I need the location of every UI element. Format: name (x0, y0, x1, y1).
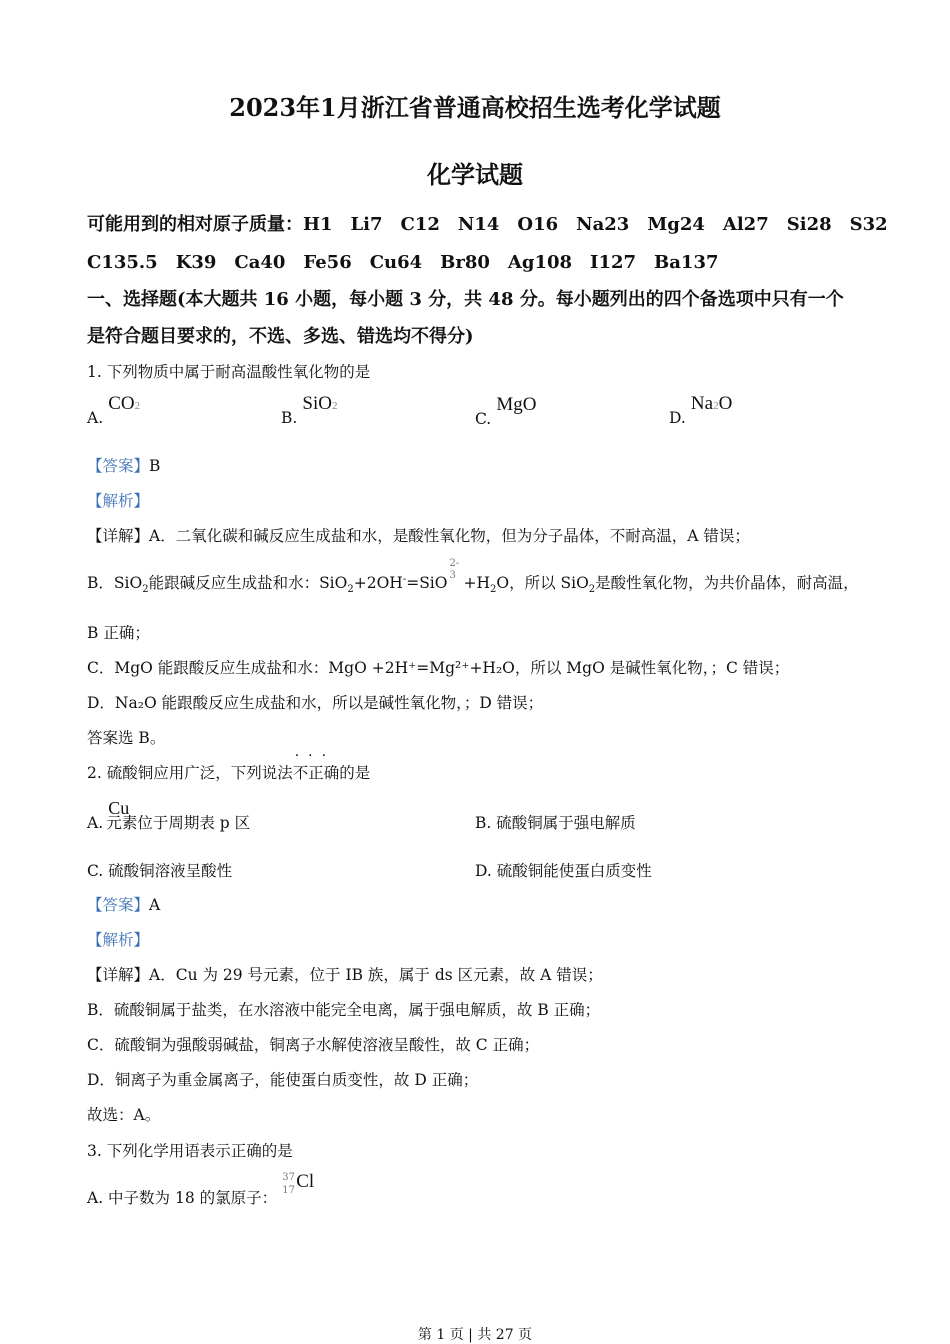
q2-option-a (87, 797, 278, 832)
element-symbol: Cl (296, 1171, 315, 1192)
q3-option-a (87, 1170, 315, 1207)
page-footer: 第 1 页 | 共 27 页 (417, 1327, 533, 1343)
answer-value: A (149, 896, 161, 914)
option-label: A. (87, 409, 104, 427)
answer-tag: 【答案】 (87, 457, 150, 475)
question-1-stem: 1. 下列物质中属于耐高温酸性氧化物的是 (87, 363, 371, 381)
q1-conclusion: 答案选 B。 (87, 729, 166, 747)
answer-value: B (149, 457, 161, 475)
q1-detail-d: D．Na₂O 能跟酸反应生成盐和水，所以是碱性氧化物，；D 错误； (87, 694, 544, 712)
q2-answer (87, 893, 160, 915)
q1-answer (87, 454, 160, 476)
option-formula: Na2O (690, 393, 733, 414)
atomic-mass-line-2: C135.5 K39 Ca40 Fe56 Cu64 Br80 Ag108 I127 Ba137 (87, 252, 719, 273)
section-heading-line-1: 一、选择题(本大题共 16 小题，每小题 3 分，共 48 分。每小题列出的四个备选项中只有一个 (87, 289, 844, 310)
option-label: D. (669, 409, 686, 427)
q2-analysis-tag: 【解析】 (87, 931, 150, 949)
q1-option-b (281, 393, 338, 427)
q2-detail-d: D．铜离子为重金属离子，能使蛋白质变性，故 D 正确； (87, 1071, 479, 1089)
q1-detail-b-cont: B 正确； (87, 624, 150, 642)
option-text: 元素位于周期表 p 区 (106, 814, 251, 832)
option-formula: Cu (108, 798, 130, 818)
q1-option-a (87, 393, 141, 427)
option-formula: SiO2 (302, 393, 338, 414)
section-heading-line-2: 是符合题目要求的，不选、多选、错选均不得分) (87, 326, 474, 347)
page-title: 2023年1月浙江省普通高校招生选考化学试题 (229, 93, 721, 122)
option-label: B. (281, 409, 298, 427)
q2-detail-a: 【详解】A．Cu 为 29 号元素，位于 IB 族，属于 ds 区元素，故 A 错误； (87, 966, 603, 984)
answer-tag: 【答案】 (87, 896, 150, 914)
q2-conclusion: 故选：A。 (87, 1106, 161, 1124)
q1-detail-c: C．MgO 能跟酸反应生成盐和水：MgO +2H⁺=Mg²⁺+H₂O，所以 MgO 是碱性氧化物，；C 错误； (87, 659, 790, 677)
q1-detail-a: 【详解】A．二氧化碳和碱反应生成盐和水，是酸性氧化物，但为分子晶体，不耐高温，A 错误； (87, 527, 750, 545)
q1-option-c (475, 394, 537, 428)
q2-option-b: B. 硫酸铜属于强电解质 (475, 814, 636, 832)
q2-option-d: D. 硫酸铜能使蛋白质变性 (475, 862, 652, 880)
atomic-number: 17 (282, 1185, 295, 1196)
q1-option-d (669, 393, 733, 427)
page-subtitle: 化学试题 (427, 160, 523, 189)
option-formula: MgO (496, 394, 537, 415)
q2-detail-b: B．硫酸铜属于盐类，在水溶液中能完全电离，属于强电解质，故 B 正确； (87, 1001, 601, 1019)
q1-analysis-tag: 【解析】 (87, 492, 150, 510)
option-label: C. (475, 410, 492, 428)
atomic-mass-line-1: 可能用到的相对原子质量：H1 Li7 C12 N14 O16 Na23 Mg24 Al27 Si28 S32 (87, 214, 888, 235)
q1-detail-b: B．SiO$_2$能跟碱反应生成盐和水：SiO$_2$+2OH-=SiO 2- 3 $+H_2O$，所以 SiO$_2$是酸性氧化物，为共价晶体，耐高温， (87, 558, 859, 596)
question-2-stem: 2. 硫酸铜应用广泛，下列说法 ··· 不正确的是 (87, 748, 371, 782)
mass-number: 37 (282, 1172, 295, 1183)
option-label: A. (87, 814, 104, 832)
q2-option-c: C. 硫酸铜溶液呈酸性 (87, 862, 233, 880)
option-text: A. 中子数为 18 的氯原子： (87, 1189, 278, 1207)
emphasis-text: 不正确 (292, 764, 340, 782)
q2-detail-c: C．硫酸铜为强酸弱碱盐，铜离子水解使溶液呈酸性，故 C 正确； (87, 1036, 540, 1054)
option-formula: CO2 (108, 393, 141, 414)
question-3-stem: 3. 下列化学用语表示正确的是 (87, 1142, 293, 1160)
